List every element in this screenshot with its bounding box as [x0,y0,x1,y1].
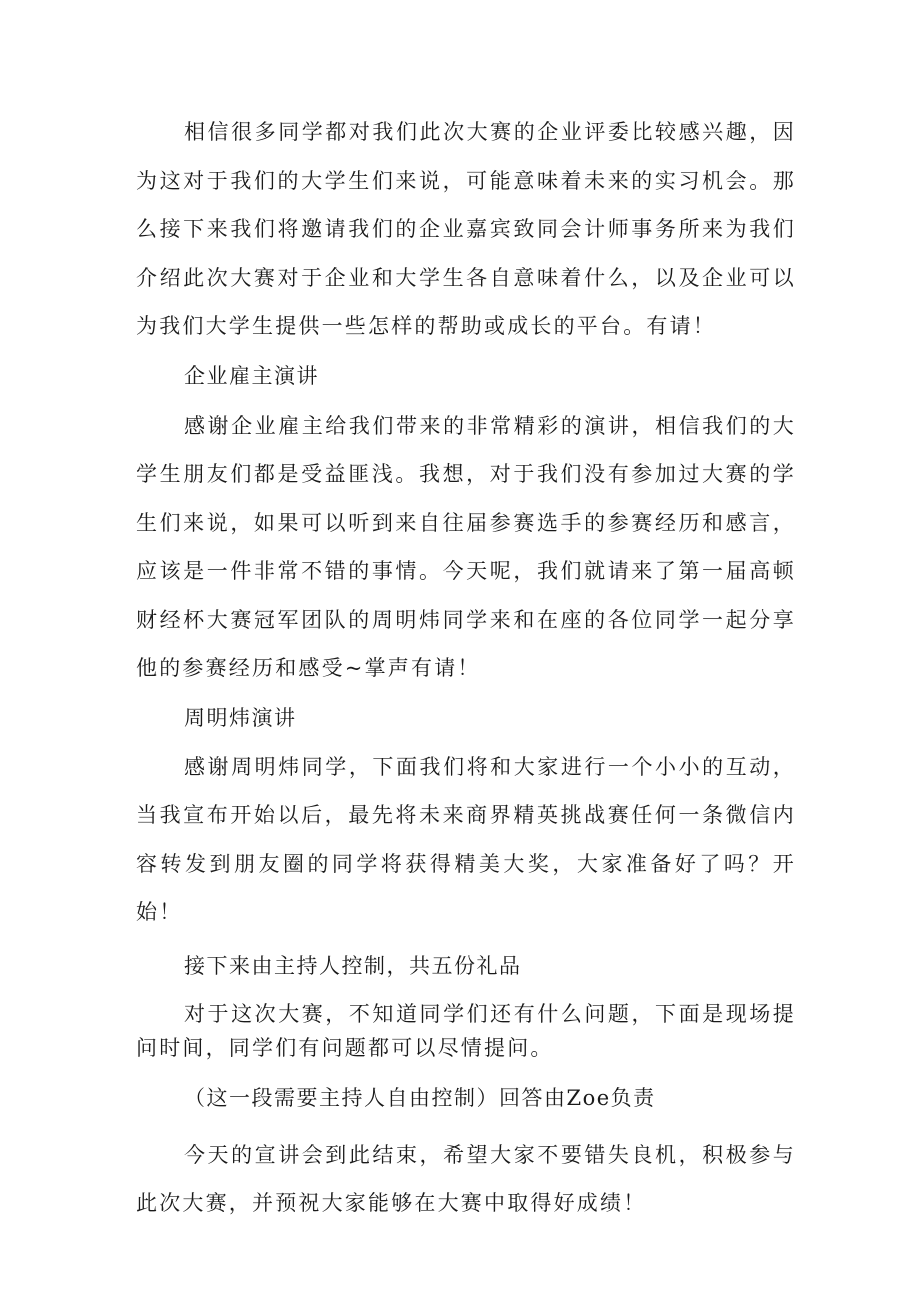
paragraph-qa: 对于这次大赛，不知道同学们还有什么问题，下面是现场提问时间，同学们有问题都可以尽情提问。 [136,1001,796,1060]
paragraph-thanks-employer: 感谢企业雇主给我们带来的非常精彩的演讲，相信我们的大学生朋友们都是受益匪浅。我想，对于我们没有参加过大赛的学生们来说，如果可以听到来自往届参赛选手的参赛经历和感言，应该是一件非常不错的事情。今天呢，我们就请来了第一届高顿财经杯大赛冠军团队的周明炜同学来和在座的各位同学一起分享他的参赛经历和感受~掌声有请！ [136,413,796,680]
paragraph-intro-judges: 相信很多同学都对我们此次大赛的企业评委比较感兴趣，因为这对于我们的大学生们来说，可能意味着未来的实习机会。那么接下来我们将邀请我们的企业嘉宾致同会计师事务所来为我们介绍此次大赛对于企业和大学生各自意味着什么，以及企业可以为我们大学生提供一些怎样的帮助或成长的平台。有请！ [136,120,796,338]
section-label-zhou-speech: 周明炜演讲 [184,705,297,730]
document-body [136,108,796,1228]
paragraph-interaction: 感谢周明炜同学，下面我们将和大家进行一个小小的互动，当我宣布开始以后，最先将未来商界精英挑战赛任何一条微信内容转发到朋友圈的同学将获得精美大奖，大家准备好了吗？开始！ [136,754,796,924]
note-host-gifts: 接下来由主持人控制，共五份礼品 [184,953,522,978]
note-host-control: （这一段需要主持人自由控制）回答由Zoe负责 [184,1085,656,1110]
paragraph-closing: 今天的宣讲会到此结束，希望大家不要错失良机，积极参与此次大赛，并预祝大家能够在大赛中取得好成绩！ [136,1142,796,1215]
section-label-employer-speech: 企业雇主演讲 [184,363,319,388]
